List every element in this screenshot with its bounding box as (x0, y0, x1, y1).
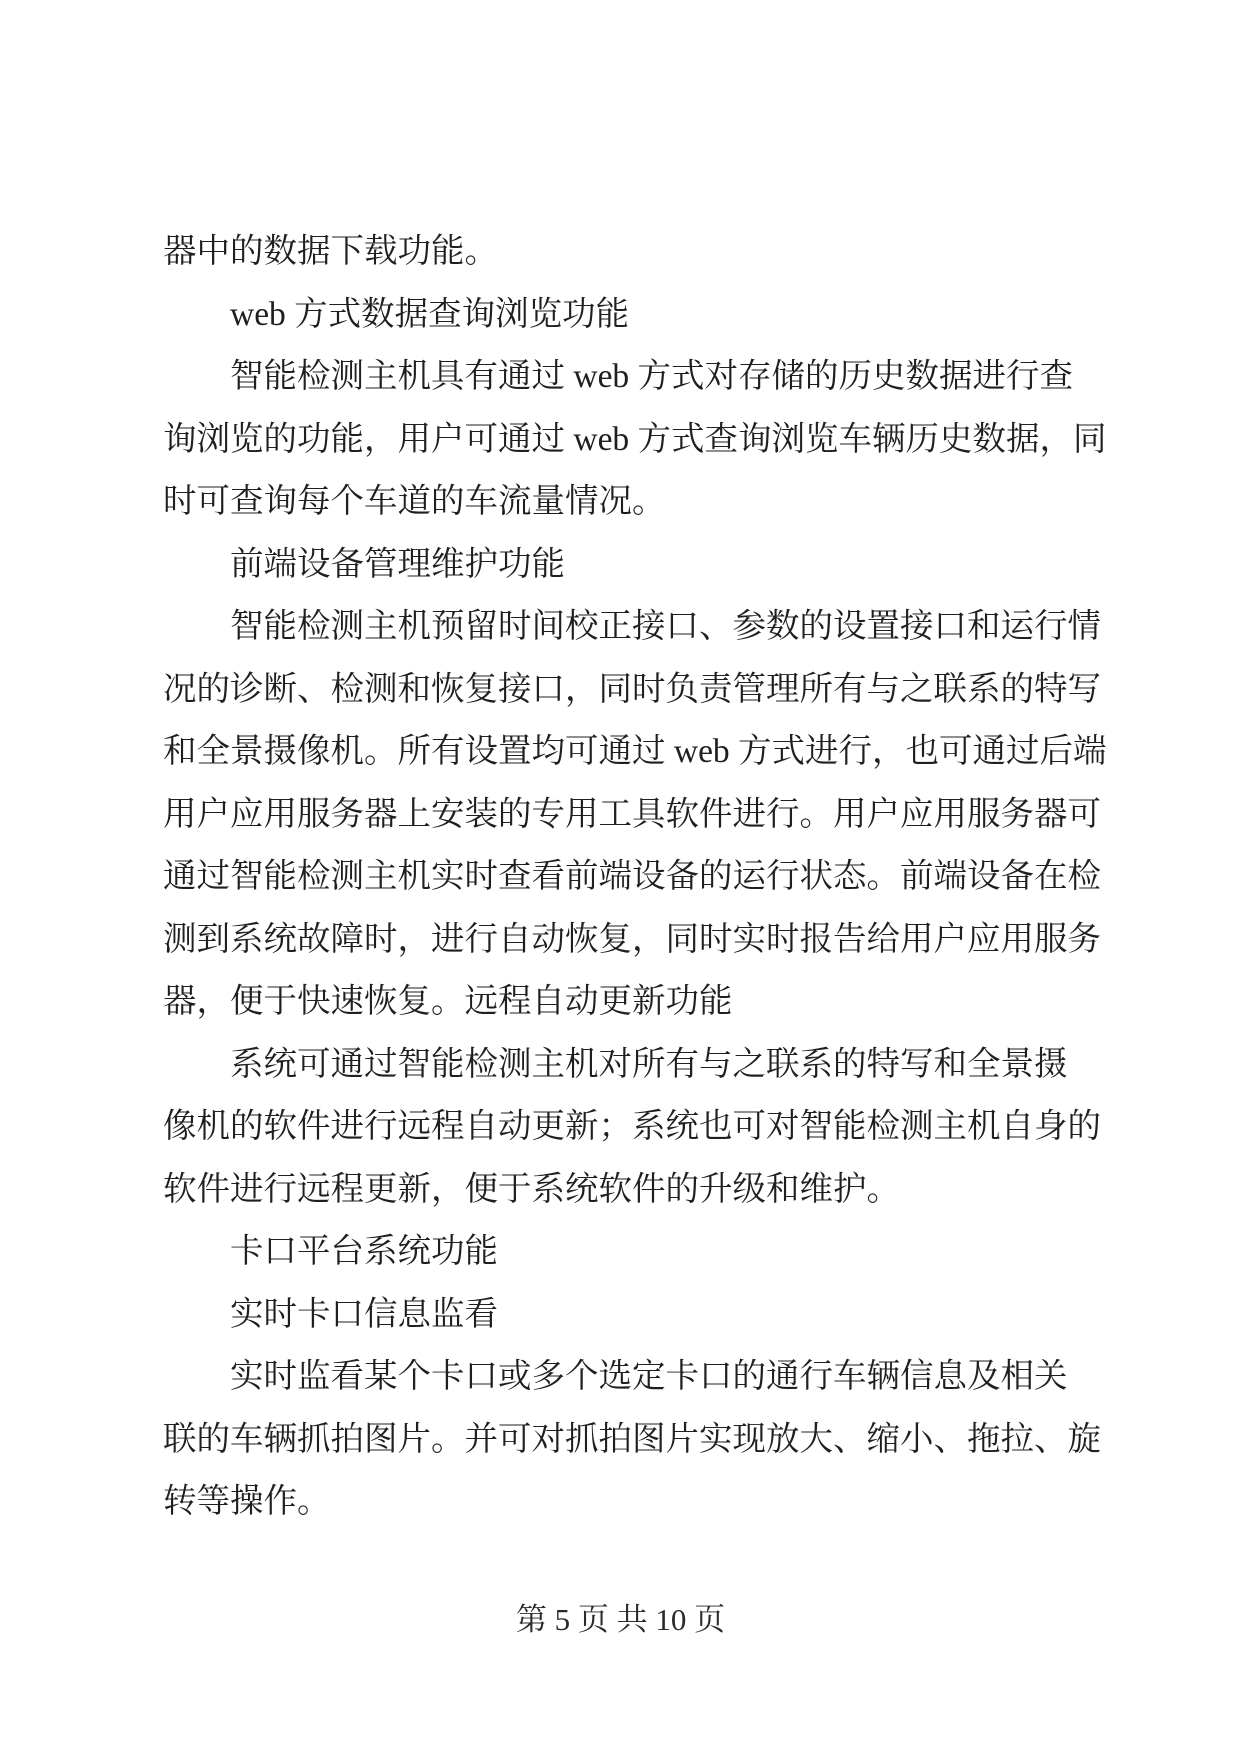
text-line: 系统可通过智能检测主机对所有与之联系的特写和全景摄 (163, 1045, 1068, 1083)
text-line: 况的诊断、检测和恢复接口，同时负责管理所有与之联系的特写 (163, 670, 1101, 708)
text-line: 实时监看某个卡口或多个选定卡口的通行车辆信息及相关 (163, 1358, 1068, 1395)
text-line: 测到系统故障时，进行自动恢复，同时实时报告给用户应用服务 (163, 920, 1101, 958)
text-line: 和全景摄像机。所有设置均可通过 web 方式进行，也可通过后端 (163, 733, 1107, 770)
text-line: 时可查询每个车道的车流量情况。 (163, 483, 666, 520)
text-line: 转等操作。 (163, 1483, 331, 1520)
text-line: 前端设备管理维护功能 (163, 545, 565, 583)
text-line: 询浏览的功能，用户可通过 web 方式查询浏览车辆历史数据，同 (163, 420, 1107, 458)
text-line: 器中的数据下载功能。 (163, 233, 498, 270)
text-line: web 方式数据查询浏览功能 (163, 295, 630, 333)
text-line: 器，便于快速恢复。远程自动更新功能 (163, 983, 733, 1020)
document-body (163, 221, 1119, 1534)
text-line: 像机的软件进行远程自动更新；系统也可对智能检测主机自身的 (163, 1108, 1101, 1145)
text-line: 软件进行远程更新，便于系统软件的升级和维护。 (163, 1170, 900, 1208)
text-line: 智能检测主机具有通过 web 方式对存储的历史数据进行查 (163, 358, 1074, 395)
page-footer: 第 5 页 共 10 页 (515, 1602, 726, 1637)
text-line: 卡口平台系统功能 (163, 1233, 498, 1270)
text-line: 实时卡口信息监看 (163, 1295, 498, 1333)
text-line: 通过智能检测主机实时查看前端设备的运行状态。前端设备在检 (163, 858, 1101, 895)
text-line: 智能检测主机预留时间校正接口、参数的设置接口和运行情 (163, 608, 1101, 645)
text-line: 用户应用服务器上安装的专用工具软件进行。用户应用服务器可 (163, 795, 1101, 833)
text-line: 联的车辆抓拍图片。并可对抓拍图片实现放大、缩小、拖拉、旋 (163, 1420, 1101, 1458)
